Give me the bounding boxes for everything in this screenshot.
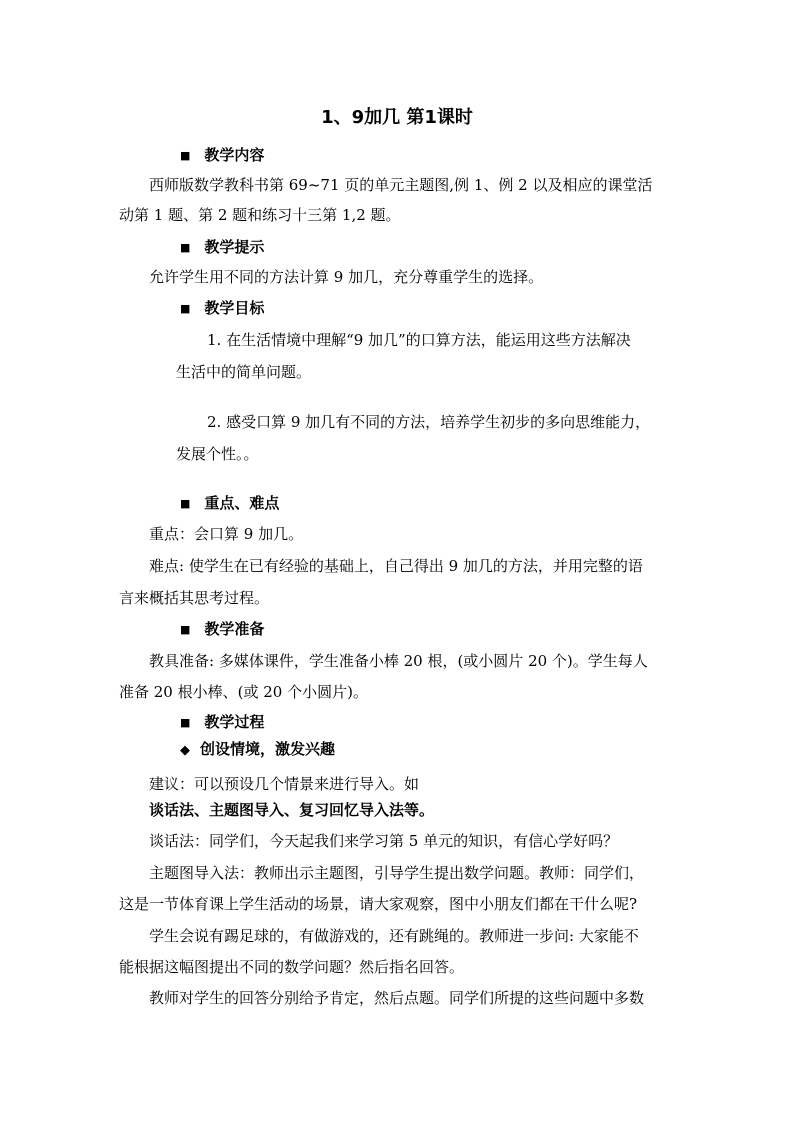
process-line-5: 这是一节体育课上学生活动的场景，请大家观察，图中小朋友们都在干什么呢? <box>119 895 638 913</box>
goal-2-line-1: 2. 感受口算 9 加几有不同的方法，培养学生初步的多向思维能力， <box>207 413 651 431</box>
section-heading-prep: ■ 教学准备 <box>180 620 265 638</box>
prep-line-2: 准备 20 根小棒、(或 20 个小圆片)。 <box>119 683 368 701</box>
process-line-7: 能根据这幅图提出不同的数学问题？然后指名回答。 <box>119 958 465 976</box>
section-heading-key: ■ 重点、难点 <box>180 494 280 512</box>
bullet-icon: ■ <box>180 302 191 315</box>
goal-1-line-2: 生活中的简单问题。 <box>176 363 312 381</box>
process-subheading: ◆ 创设情境，激发兴趣 <box>180 739 335 761</box>
process-line-8: 教师对学生的回答分别给予肯定，然后点题。同学们所提的这些问题中多数 <box>149 989 645 1007</box>
page-title: 1、9加几 第1课时 <box>321 107 473 128</box>
content-line-2: 动第 1 题、第 2 题和练习十三第 1,2 题。 <box>119 206 401 224</box>
section-heading-hint: ■ 教学提示 <box>180 238 265 256</box>
prep-line-1: 教具准备: 多媒体课件，学生准备小棒 20 根，(或小圆片 20 个)。学生每人 <box>149 652 648 670</box>
process-line-2: 谈话法、主题图导入、复习回忆导入法等。 <box>149 801 435 819</box>
bullet-icon: ■ <box>180 149 191 162</box>
difficult-line-1: 难点: 使学生在已有经验的基础上，自己得出 9 加几的方法，并用完整的语 <box>149 557 643 575</box>
diamond-bullet-icon: ◆ <box>180 743 190 758</box>
process-line-6: 学生会说有踢足球的，有做游戏的，还有跳绳的。教师进一步问: 大家能不 <box>149 927 639 945</box>
process-line-1: 建议：可以预设几个情景来进行导入。如 <box>149 775 420 793</box>
bullet-icon: ■ <box>180 623 191 636</box>
bullet-icon: ■ <box>180 497 191 510</box>
section-heading-process: ■ 教学过程 <box>180 713 265 731</box>
bullet-icon: ■ <box>180 241 191 254</box>
section-heading-goals: ■ 教学目标 <box>180 299 265 317</box>
goal-2-line-2: 发展个性。。 <box>176 445 259 463</box>
hint-line-1: 允许学生用不同的方法计算 9 加几，充分尊重学生的选择。 <box>149 268 544 286</box>
process-line-3: 谈话法：同学们，今天起我们来学习第 5 单元的知识，有信心学好吗？ <box>149 832 619 850</box>
goal-1-line-1: 1. 在生活情境中理解“9 加几”的口算方法，能运用这些方法解决 <box>207 331 631 349</box>
bullet-icon: ■ <box>180 716 191 729</box>
section-heading-content: ■ 教学内容 <box>180 146 265 164</box>
difficult-line-2: 言来概括其思考过程。 <box>119 589 270 607</box>
content-line-1: 西师版数学教科书第 69~71 页的单元主题图,例 1、例 2 以及相应的课堂活 <box>149 176 653 194</box>
key-point-line: 重点：会口算 9 加几。 <box>149 525 304 543</box>
process-line-4: 主题图导入法：教师出示主题图，引导学生提出数学问题。教师：同学们， <box>149 864 645 882</box>
